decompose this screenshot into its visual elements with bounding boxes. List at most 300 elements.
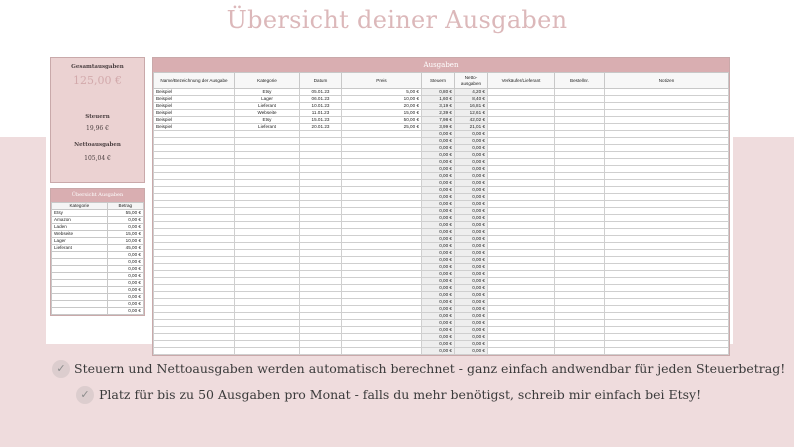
expense-order-cell[interactable]: [555, 348, 605, 355]
expense-vendor-cell[interactable]: [488, 334, 555, 341]
expense-category-cell[interactable]: Etsy: [235, 89, 300, 96]
expense-vendor-cell[interactable]: [488, 166, 555, 173]
category-row: [52, 294, 144, 301]
expense-name-cell[interactable]: [154, 138, 235, 145]
expense-notes-cell[interactable]: [605, 264, 729, 271]
expense-order-cell[interactable]: [555, 341, 605, 348]
expense-vendor-cell[interactable]: [488, 152, 555, 159]
expense-notes-cell[interactable]: [605, 236, 729, 243]
expense-price-cell[interactable]: [342, 222, 422, 229]
col-price: Preis: [342, 73, 422, 89]
expense-date-cell[interactable]: [300, 187, 342, 194]
expense-vendor-cell[interactable]: [488, 348, 555, 355]
expense-notes-cell[interactable]: [605, 215, 729, 222]
expense-vendor-cell[interactable]: [488, 117, 555, 124]
expense-notes-cell[interactable]: [605, 327, 729, 334]
expense-notes-cell[interactable]: [605, 208, 729, 215]
expense-price-cell[interactable]: [342, 264, 422, 271]
expense-row-empty: [154, 243, 729, 250]
expense-vendor-cell[interactable]: [488, 341, 555, 348]
expense-price-cell[interactable]: [342, 173, 422, 180]
expense-date-cell[interactable]: [300, 201, 342, 208]
expense-name-cell[interactable]: [154, 159, 235, 166]
category-name[interactable]: [52, 301, 108, 308]
expense-name-cell[interactable]: [154, 152, 235, 159]
expense-notes-cell[interactable]: [605, 229, 729, 236]
expense-vendor-cell[interactable]: [488, 194, 555, 201]
expense-price-cell[interactable]: [342, 138, 422, 145]
expense-price-cell[interactable]: [342, 285, 422, 292]
expense-category-cell[interactable]: [235, 257, 300, 264]
expense-date-cell[interactable]: 05.01.23: [300, 89, 342, 96]
expense-date-cell[interactable]: [300, 145, 342, 152]
category-name[interactable]: Etsy: [52, 210, 108, 217]
expense-category-cell[interactable]: [235, 152, 300, 159]
expense-category-cell[interactable]: [235, 138, 300, 145]
expense-order-cell[interactable]: [555, 89, 605, 96]
category-row: [52, 217, 144, 224]
expense-vendor-cell[interactable]: [488, 278, 555, 285]
expense-category-cell[interactable]: [235, 194, 300, 201]
expense-vendor-cell[interactable]: [488, 306, 555, 313]
expense-name-cell[interactable]: [154, 292, 235, 299]
expense-price-cell[interactable]: [342, 278, 422, 285]
expense-price-cell[interactable]: [342, 243, 422, 250]
expense-name-cell[interactable]: [154, 243, 235, 250]
expense-date-cell[interactable]: [300, 159, 342, 166]
expense-order-cell[interactable]: [555, 327, 605, 334]
expense-vendor-cell[interactable]: [488, 229, 555, 236]
expense-date-cell[interactable]: [300, 229, 342, 236]
expense-net-cell: 21,01 €: [455, 124, 488, 131]
expense-order-cell[interactable]: [555, 103, 605, 110]
expense-order-cell[interactable]: [555, 145, 605, 152]
expense-date-cell[interactable]: [300, 138, 342, 145]
expense-price-cell[interactable]: [342, 257, 422, 264]
expense-price-cell[interactable]: [342, 292, 422, 299]
expense-order-cell[interactable]: [555, 285, 605, 292]
expense-order-cell[interactable]: [555, 320, 605, 327]
expense-vendor-cell[interactable]: [488, 264, 555, 271]
expense-order-cell[interactable]: [555, 278, 605, 285]
category-name[interactable]: Lager: [52, 238, 108, 245]
expense-name-cell[interactable]: [154, 166, 235, 173]
expense-name-cell[interactable]: Beispiel: [154, 103, 235, 110]
expense-category-cell[interactable]: [235, 250, 300, 257]
expense-category-cell[interactable]: [235, 201, 300, 208]
expense-notes-cell[interactable]: [605, 292, 729, 299]
category-name[interactable]: [52, 280, 108, 287]
expense-order-cell[interactable]: [555, 306, 605, 313]
expense-price-cell[interactable]: [342, 320, 422, 327]
expense-notes-cell[interactable]: [605, 334, 729, 341]
expense-date-cell[interactable]: [300, 215, 342, 222]
expense-vendor-cell[interactable]: [488, 236, 555, 243]
expense-notes-cell[interactable]: [605, 145, 729, 152]
expense-category-cell[interactable]: Webseite: [235, 110, 300, 117]
expense-order-cell[interactable]: [555, 138, 605, 145]
expense-date-cell[interactable]: [300, 194, 342, 201]
expense-price-cell[interactable]: [342, 201, 422, 208]
expense-price-cell[interactable]: [342, 131, 422, 138]
expense-order-cell[interactable]: [555, 271, 605, 278]
expense-date-cell[interactable]: [300, 299, 342, 306]
expense-date-cell[interactable]: 06.01.23: [300, 96, 342, 103]
expense-notes-cell[interactable]: [605, 124, 729, 131]
expense-category-cell[interactable]: [235, 159, 300, 166]
expense-vendor-cell[interactable]: [488, 299, 555, 306]
expense-order-cell[interactable]: [555, 229, 605, 236]
expense-notes-cell[interactable]: [605, 187, 729, 194]
expense-category-cell[interactable]: [235, 208, 300, 215]
expense-name-cell[interactable]: [154, 222, 235, 229]
expense-price-cell[interactable]: [342, 348, 422, 355]
category-name[interactable]: Amazon: [52, 217, 108, 224]
expense-order-cell[interactable]: [555, 264, 605, 271]
expense-order-cell[interactable]: [555, 236, 605, 243]
expense-vendor-cell[interactable]: [488, 96, 555, 103]
expense-order-cell[interactable]: [555, 250, 605, 257]
expense-price-cell[interactable]: 5,00 €: [342, 89, 422, 96]
expense-vendor-cell[interactable]: [488, 124, 555, 131]
expense-order-cell[interactable]: [555, 166, 605, 173]
expense-tax-cell: 0,00 €: [422, 173, 455, 180]
expense-price-cell[interactable]: [342, 194, 422, 201]
expense-price-cell[interactable]: 15,00 €: [342, 110, 422, 117]
expense-date-cell[interactable]: [300, 341, 342, 348]
expense-name-cell[interactable]: Beispiel: [154, 89, 235, 96]
expense-name-cell[interactable]: [154, 201, 235, 208]
category-table: [51, 202, 144, 315]
expense-notes-cell[interactable]: [605, 117, 729, 124]
expense-vendor-cell[interactable]: [488, 138, 555, 145]
expense-date-cell[interactable]: [300, 180, 342, 187]
category-name[interactable]: [52, 259, 108, 266]
expense-category-cell[interactable]: [235, 271, 300, 278]
expense-vendor-cell[interactable]: [488, 222, 555, 229]
category-name[interactable]: [52, 287, 108, 294]
expense-name-cell[interactable]: [154, 264, 235, 271]
expense-name-cell[interactable]: [154, 194, 235, 201]
expense-order-cell[interactable]: [555, 243, 605, 250]
expense-name-cell[interactable]: [154, 145, 235, 152]
expense-notes-cell[interactable]: [605, 306, 729, 313]
expense-price-cell[interactable]: [342, 313, 422, 320]
expense-vendor-cell[interactable]: [488, 145, 555, 152]
expense-category-cell[interactable]: [235, 243, 300, 250]
category-name[interactable]: [52, 308, 108, 315]
expense-vendor-cell[interactable]: [488, 208, 555, 215]
expense-date-cell[interactable]: [300, 173, 342, 180]
expense-date-cell[interactable]: [300, 306, 342, 313]
expense-category-cell[interactable]: [235, 173, 300, 180]
expense-date-cell[interactable]: 20.01.23: [300, 124, 342, 131]
expense-notes-cell[interactable]: [605, 194, 729, 201]
expense-name-cell[interactable]: [154, 208, 235, 215]
expense-price-cell[interactable]: [342, 236, 422, 243]
expense-vendor-cell[interactable]: [488, 250, 555, 257]
expense-price-cell[interactable]: [342, 215, 422, 222]
expense-notes-cell[interactable]: [605, 285, 729, 292]
expense-date-cell[interactable]: [300, 131, 342, 138]
expense-name-cell[interactable]: [154, 215, 235, 222]
expense-vendor-cell[interactable]: [488, 173, 555, 180]
category-name[interactable]: [52, 252, 108, 259]
expense-order-cell[interactable]: [555, 313, 605, 320]
summary-card: [50, 57, 145, 183]
expense-date-cell[interactable]: [300, 250, 342, 257]
expense-notes-cell[interactable]: [605, 320, 729, 327]
category-name[interactable]: Lieferant: [52, 245, 108, 252]
expense-name-cell[interactable]: [154, 285, 235, 292]
expense-name-cell[interactable]: [154, 327, 235, 334]
expense-net-cell: 0,00 €: [455, 264, 488, 271]
expense-vendor-cell[interactable]: [488, 320, 555, 327]
expense-notes-cell[interactable]: [605, 166, 729, 173]
expense-order-cell[interactable]: [555, 131, 605, 138]
expense-price-cell[interactable]: [342, 180, 422, 187]
expense-name-cell[interactable]: [154, 180, 235, 187]
expense-notes-cell[interactable]: [605, 96, 729, 103]
spreadsheet-preview: [46, 56, 733, 353]
expense-price-cell[interactable]: [342, 159, 422, 166]
expense-date-cell[interactable]: [300, 264, 342, 271]
expense-vendor-cell[interactable]: [488, 285, 555, 292]
expense-row-empty: [154, 348, 729, 355]
expense-category-cell[interactable]: Etsy: [235, 117, 300, 124]
expense-name-cell[interactable]: Beispiel: [154, 124, 235, 131]
expense-date-cell[interactable]: [300, 166, 342, 173]
expense-vendor-cell[interactable]: [488, 271, 555, 278]
expense-order-cell[interactable]: [555, 334, 605, 341]
expense-vendor-cell[interactable]: [488, 313, 555, 320]
expense-category-cell[interactable]: [235, 145, 300, 152]
expense-price-cell[interactable]: [342, 306, 422, 313]
expense-category-cell[interactable]: [235, 341, 300, 348]
expense-name-cell[interactable]: [154, 334, 235, 341]
expense-date-cell[interactable]: [300, 257, 342, 264]
expense-vendor-cell[interactable]: [488, 159, 555, 166]
expense-price-cell[interactable]: [342, 187, 422, 194]
expense-vendor-cell[interactable]: [488, 257, 555, 264]
expense-date-cell[interactable]: [300, 334, 342, 341]
expense-price-cell[interactable]: [342, 271, 422, 278]
expense-order-cell[interactable]: [555, 187, 605, 194]
expense-notes-cell[interactable]: [605, 180, 729, 187]
expense-name-cell[interactable]: [154, 187, 235, 194]
expense-date-cell[interactable]: 10.01.23: [300, 103, 342, 110]
expense-vendor-cell[interactable]: [488, 187, 555, 194]
expense-category-cell[interactable]: [235, 215, 300, 222]
expense-name-cell[interactable]: Beispiel: [154, 96, 235, 103]
expense-notes-cell[interactable]: [605, 201, 729, 208]
expense-vendor-cell[interactable]: [488, 89, 555, 96]
expense-category-cell[interactable]: [235, 264, 300, 271]
expense-notes-cell[interactable]: [605, 110, 729, 117]
expense-notes-cell[interactable]: [605, 131, 729, 138]
category-row: [52, 238, 144, 245]
expense-date-cell[interactable]: [300, 327, 342, 334]
category-name[interactable]: Laden: [52, 224, 108, 231]
expense-category-cell[interactable]: [235, 292, 300, 299]
expense-order-cell[interactable]: [555, 208, 605, 215]
expense-notes-cell[interactable]: [605, 152, 729, 159]
expense-notes-cell[interactable]: [605, 257, 729, 264]
expense-date-cell[interactable]: [300, 152, 342, 159]
expense-vendor-cell[interactable]: [488, 292, 555, 299]
expense-notes-cell[interactable]: [605, 271, 729, 278]
expense-category-cell[interactable]: [235, 187, 300, 194]
expense-order-cell[interactable]: [555, 110, 605, 117]
expense-order-cell[interactable]: [555, 215, 605, 222]
expense-category-cell[interactable]: [235, 166, 300, 173]
expense-order-cell[interactable]: [555, 201, 605, 208]
expense-category-cell[interactable]: [235, 313, 300, 320]
col-tax: Steuern: [422, 73, 455, 89]
expense-price-cell[interactable]: [342, 341, 422, 348]
expense-category-cell[interactable]: [235, 327, 300, 334]
expense-vendor-cell[interactable]: [488, 327, 555, 334]
expense-category-cell[interactable]: Lager: [235, 96, 300, 103]
expense-name-cell[interactable]: Beispiel: [154, 110, 235, 117]
expense-notes-cell[interactable]: [605, 250, 729, 257]
expense-net-cell: 0,00 €: [455, 229, 488, 236]
expense-category-cell[interactable]: [235, 334, 300, 341]
expense-order-cell[interactable]: [555, 159, 605, 166]
expense-name-cell[interactable]: Beispiel: [154, 117, 235, 124]
expense-price-cell[interactable]: [342, 208, 422, 215]
expense-name-cell[interactable]: [154, 236, 235, 243]
expense-order-cell[interactable]: [555, 292, 605, 299]
expense-name-cell[interactable]: [154, 278, 235, 285]
expense-vendor-cell[interactable]: [488, 131, 555, 138]
expense-notes-cell[interactable]: [605, 89, 729, 96]
expense-price-cell[interactable]: 20,00 €: [342, 103, 422, 110]
expense-date-cell[interactable]: [300, 320, 342, 327]
expense-order-cell[interactable]: [555, 173, 605, 180]
expense-price-cell[interactable]: 25,00 €: [342, 124, 422, 131]
expense-order-cell[interactable]: [555, 117, 605, 124]
category-name[interactable]: [52, 273, 108, 280]
expense-category-cell[interactable]: [235, 131, 300, 138]
expense-name-cell[interactable]: [154, 299, 235, 306]
expense-date-cell[interactable]: [300, 285, 342, 292]
expense-notes-cell[interactable]: [605, 243, 729, 250]
expense-date-cell[interactable]: [300, 313, 342, 320]
expense-category-cell[interactable]: [235, 229, 300, 236]
expense-notes-cell[interactable]: [605, 222, 729, 229]
category-name[interactable]: Webseite: [52, 231, 108, 238]
expense-row-empty: [154, 208, 729, 215]
expense-price-cell[interactable]: 50,00 €: [342, 117, 422, 124]
expense-category-cell[interactable]: Lieferant: [235, 124, 300, 131]
expense-name-cell[interactable]: [154, 229, 235, 236]
expense-vendor-cell[interactable]: [488, 201, 555, 208]
expense-notes-cell[interactable]: [605, 278, 729, 285]
expense-price-cell[interactable]: [342, 229, 422, 236]
expense-order-cell[interactable]: [555, 194, 605, 201]
expense-price-cell[interactable]: [342, 145, 422, 152]
expense-price-cell[interactable]: [342, 250, 422, 257]
expense-name-cell[interactable]: [154, 257, 235, 264]
expense-vendor-cell[interactable]: [488, 180, 555, 187]
expense-name-cell[interactable]: [154, 250, 235, 257]
expense-order-cell[interactable]: [555, 152, 605, 159]
expense-date-cell[interactable]: [300, 222, 342, 229]
expense-order-cell[interactable]: [555, 124, 605, 131]
expense-vendor-cell[interactable]: [488, 103, 555, 110]
expense-price-cell[interactable]: [342, 152, 422, 159]
expense-date-cell[interactable]: [300, 236, 342, 243]
expense-notes-cell[interactable]: [605, 348, 729, 355]
category-name[interactable]: [52, 266, 108, 273]
expense-category-cell[interactable]: Lieferant: [235, 103, 300, 110]
expense-tax-cell: 0,80 €: [422, 89, 455, 96]
expense-price-cell[interactable]: 10,00 €: [342, 96, 422, 103]
expense-notes-cell[interactable]: [605, 313, 729, 320]
expense-order-cell[interactable]: [555, 180, 605, 187]
category-amount: 0,00 €: [107, 217, 143, 224]
category-name[interactable]: [52, 294, 108, 301]
expense-date-cell[interactable]: 15.01.23: [300, 117, 342, 124]
expense-notes-cell[interactable]: [605, 103, 729, 110]
expense-date-cell[interactable]: [300, 292, 342, 299]
expense-order-cell[interactable]: [555, 222, 605, 229]
expense-date-cell[interactable]: [300, 278, 342, 285]
expense-notes-cell[interactable]: [605, 341, 729, 348]
category-row: [52, 280, 144, 287]
expense-tax-cell: 0,00 €: [422, 208, 455, 215]
expense-category-cell[interactable]: [235, 320, 300, 327]
expense-price-cell[interactable]: [342, 334, 422, 341]
expense-name-cell[interactable]: [154, 306, 235, 313]
expense-date-cell[interactable]: [300, 271, 342, 278]
expense-name-cell[interactable]: [154, 348, 235, 355]
expense-notes-cell[interactable]: [605, 159, 729, 166]
expense-price-cell[interactable]: [342, 166, 422, 173]
expense-category-cell[interactable]: [235, 236, 300, 243]
expense-date-cell[interactable]: 11.01.23: [300, 110, 342, 117]
expense-category-cell[interactable]: [235, 180, 300, 187]
expense-name-cell[interactable]: [154, 271, 235, 278]
expense-name-cell[interactable]: [154, 131, 235, 138]
expense-price-cell[interactable]: [342, 327, 422, 334]
expense-category-cell[interactable]: [235, 299, 300, 306]
expense-date-cell[interactable]: [300, 348, 342, 355]
expense-notes-cell[interactable]: [605, 299, 729, 306]
expense-name-cell[interactable]: [154, 173, 235, 180]
expense-name-cell[interactable]: [154, 341, 235, 348]
expense-order-cell[interactable]: [555, 257, 605, 264]
expense-name-cell[interactable]: [154, 320, 235, 327]
expense-category-cell[interactable]: [235, 285, 300, 292]
expense-name-cell[interactable]: [154, 313, 235, 320]
expense-vendor-cell[interactable]: [488, 215, 555, 222]
expense-vendor-cell[interactable]: [488, 243, 555, 250]
expense-category-cell[interactable]: [235, 222, 300, 229]
expense-order-cell[interactable]: [555, 96, 605, 103]
expense-date-cell[interactable]: [300, 208, 342, 215]
expense-category-cell[interactable]: [235, 306, 300, 313]
expense-vendor-cell[interactable]: [488, 110, 555, 117]
expense-notes-cell[interactable]: [605, 138, 729, 145]
expense-date-cell[interactable]: [300, 243, 342, 250]
expense-notes-cell[interactable]: [605, 173, 729, 180]
expense-price-cell[interactable]: [342, 299, 422, 306]
expense-order-cell[interactable]: [555, 299, 605, 306]
expense-category-cell[interactable]: [235, 278, 300, 285]
expense-category-cell[interactable]: [235, 348, 300, 355]
